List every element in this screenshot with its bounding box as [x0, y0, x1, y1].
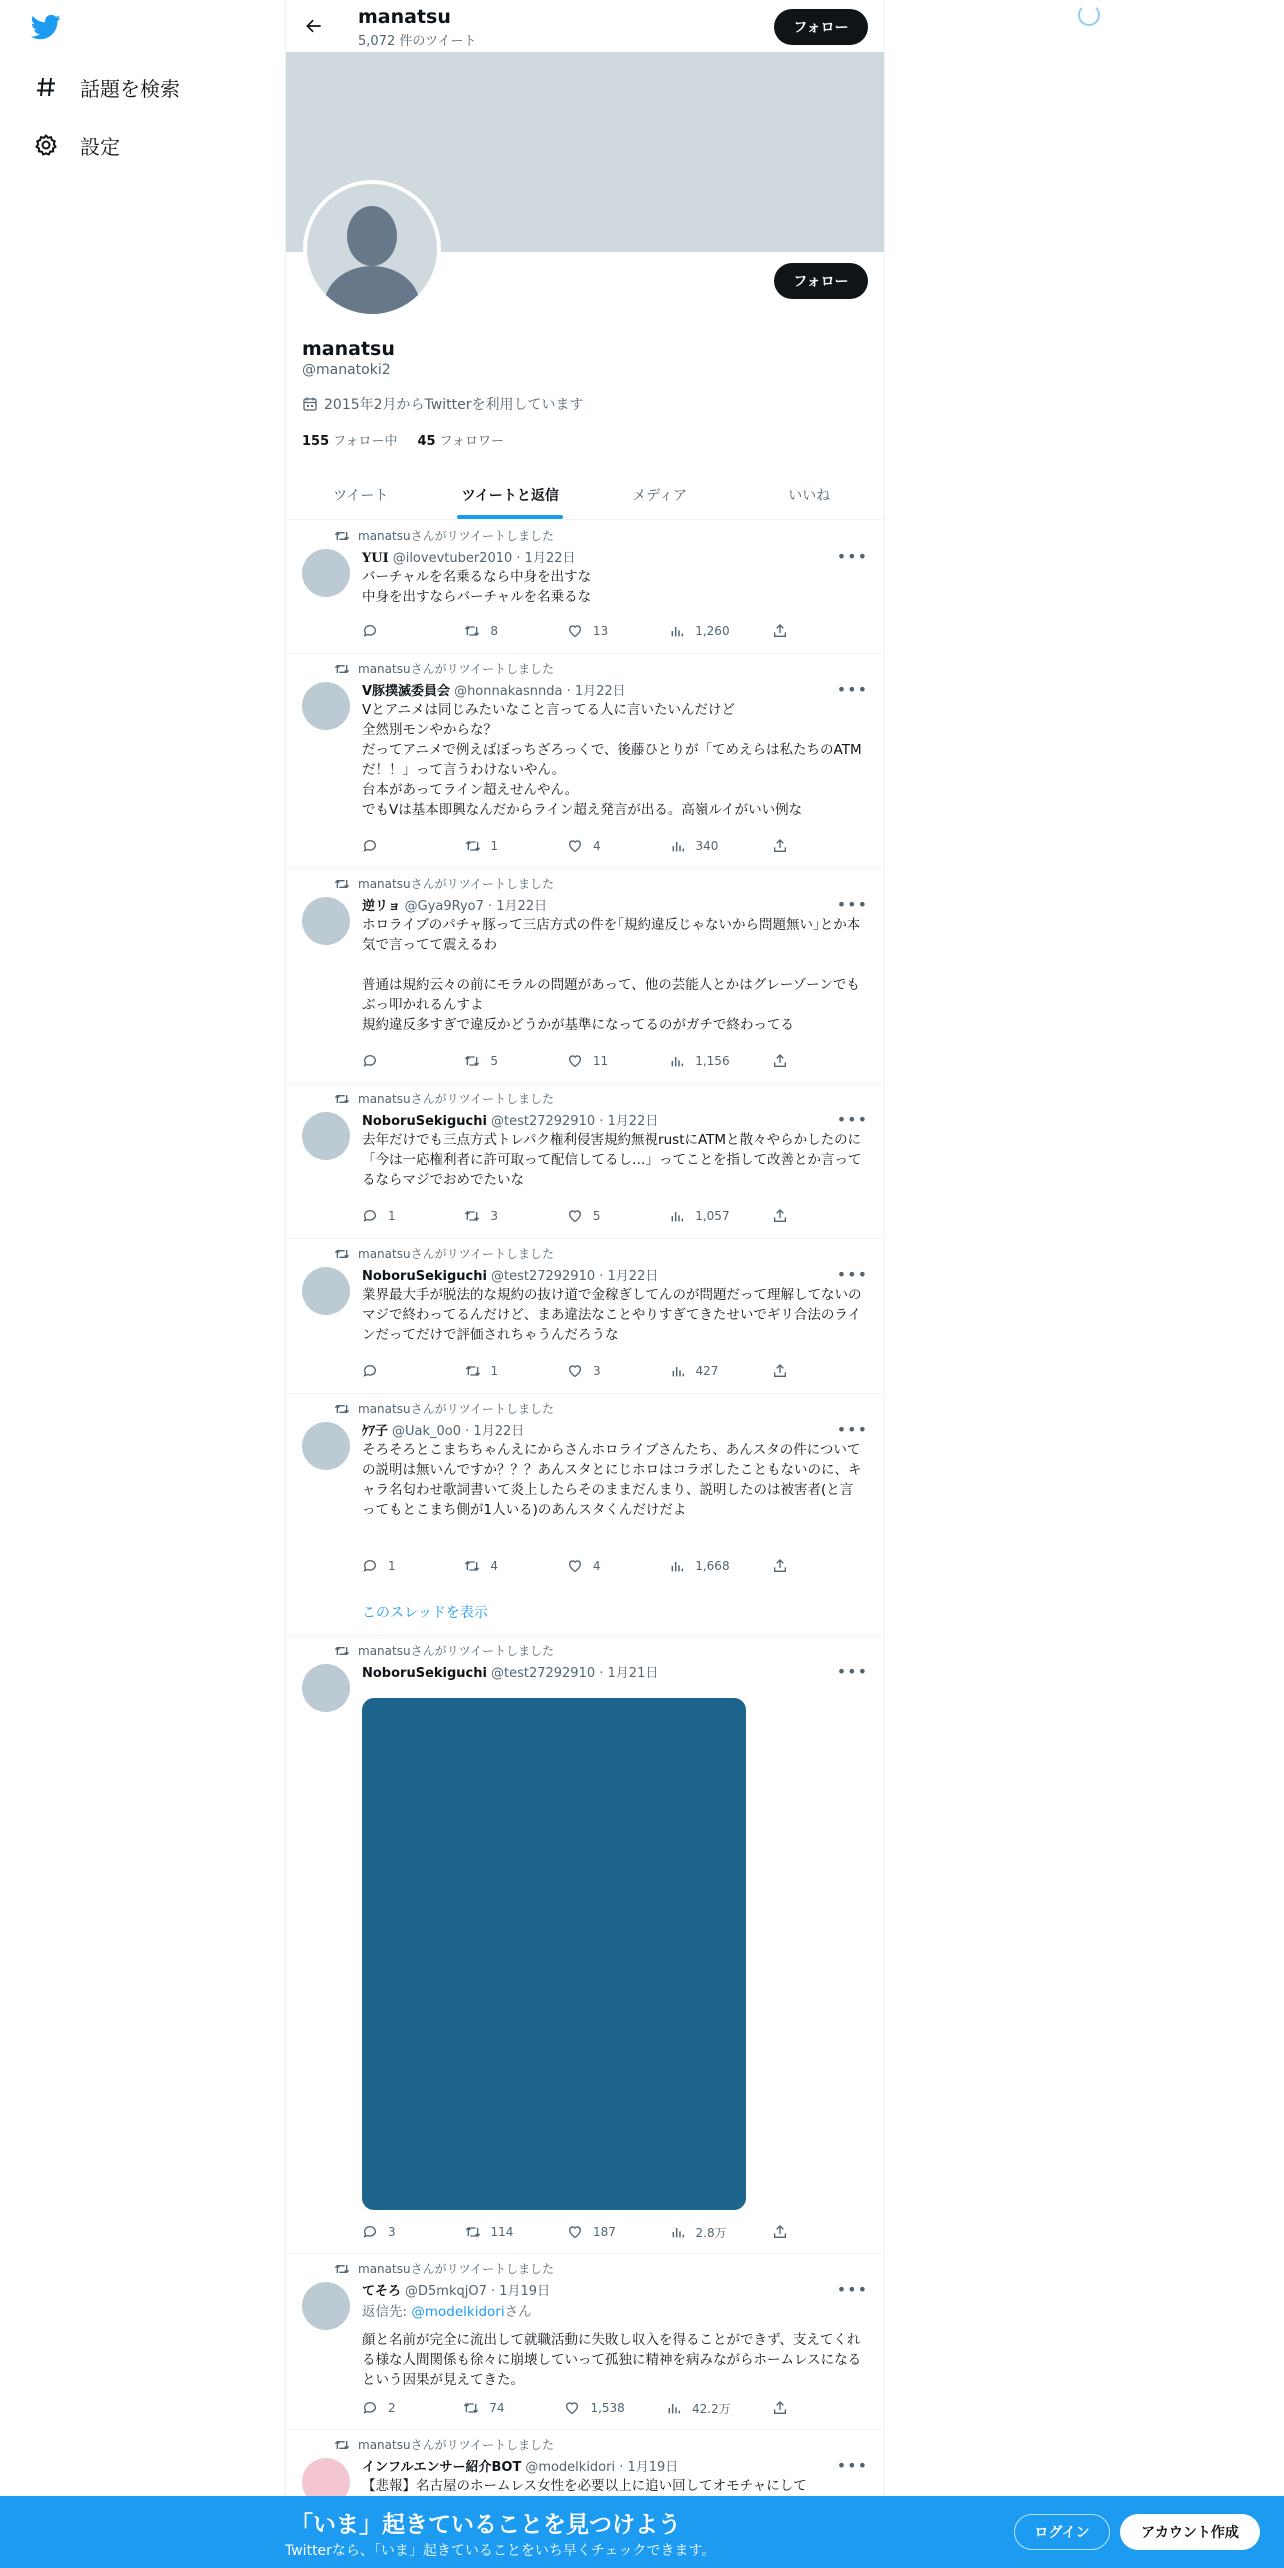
tweet-header	[362, 2456, 678, 2475]
tweet-text: 業界最大手が脱法的な規約の抜け道で金稼ぎしてんのが問題だって理解してないのマジで終わってるんだけど、まあ違法なことやりすぎてきたせいでギリ合法のラインだってだけで評価されちゃうんだろうな	[362, 1287, 862, 1343]
retweet-count: 3	[490, 1209, 499, 1223]
tweet[interactable]	[286, 2254, 884, 2430]
more-options-icon[interactable]: •••	[836, 2280, 868, 2299]
tweet-actions	[362, 1556, 792, 1576]
views-chart-icon	[669, 1208, 685, 1224]
views-button[interactable]	[669, 621, 729, 641]
tab-tweets[interactable]: ツイート	[333, 487, 389, 504]
retweet-indicator	[334, 2260, 554, 2277]
retweet-label: manatsuさんがリツイートしました	[358, 1402, 554, 1416]
retweet-count: 74	[489, 2401, 505, 2415]
calendar-icon	[302, 396, 318, 412]
like-button[interactable]	[567, 1361, 627, 1381]
profile-name: manatsu	[302, 338, 395, 360]
heart-icon	[564, 2400, 580, 2416]
like-count: 11	[592, 1054, 609, 1068]
joined-text: 2015年2月からTwitterを利用しています	[324, 397, 584, 413]
reply-count: 1	[388, 1559, 396, 1573]
share-button[interactable]	[772, 1051, 792, 1071]
views-button[interactable]	[670, 2222, 730, 2242]
heart-icon	[567, 2224, 583, 2240]
tweet-author-handle[interactable]: @D5mkqjO7	[405, 2284, 487, 2299]
retweet-icon	[334, 1644, 350, 1658]
views-chart-icon	[666, 2400, 682, 2416]
tweet-actions	[362, 1361, 792, 1381]
header-profile-name: manatsu	[358, 6, 451, 28]
more-options-icon[interactable]: •••	[836, 547, 868, 566]
retweet-label: manatsuさんがリツイートしました	[358, 877, 554, 891]
reply-to-link[interactable]: @modelkidori	[411, 2304, 505, 2320]
tweet-header	[362, 2280, 550, 2299]
twitter-bird-icon[interactable]	[30, 12, 66, 44]
views-button[interactable]	[669, 1206, 729, 1226]
tweet[interactable]	[286, 521, 884, 654]
retweet-icon	[334, 1092, 350, 1106]
tweet-author-name[interactable]: ｹｱ子	[362, 1424, 389, 1439]
retweet-icon	[334, 662, 350, 676]
retweet-icon	[334, 529, 350, 543]
retweet-indicator	[334, 1090, 554, 1107]
tweet-author-handle[interactable]: @test27292910	[490, 1114, 596, 1129]
share-button[interactable]	[772, 1361, 792, 1381]
views-chart-icon	[669, 623, 685, 639]
tweet-date[interactable]: · 1月19日	[491, 2284, 551, 2299]
retweet-label: manatsuさんがリツイートしました	[358, 1092, 554, 1106]
reply-button[interactable]	[362, 2398, 422, 2418]
heart-icon	[567, 1363, 583, 1379]
tweet-author-name[interactable]: インフルエンサー紹介BOT	[362, 2460, 522, 2475]
like-button[interactable]	[564, 2398, 624, 2418]
tweet-text: そろそろとこまちちゃんえにからさんホロライブさんたち、あんスタの件についての説明は無いんですか？？？あんスタとにじホロはコラボしたこともないのに、キャラ名匂わせ歌詞書いて炎上したらそのままだんまり、説明したのは被害者(と言ってもとこまち側が1人いる)のあんスタくんだけだよ	[362, 1442, 862, 1518]
retweet-icon	[464, 1558, 480, 1574]
avatar[interactable]	[302, 549, 350, 597]
heart-icon	[567, 1208, 583, 1224]
tweet-author-handle[interactable]: @ilovevtuber2010	[392, 551, 513, 566]
retweet-icon	[334, 2438, 350, 2452]
tweet-actions	[362, 621, 792, 641]
tweet-author-name[interactable]: V豚撲滅委員会	[362, 684, 451, 699]
views-chart-icon	[670, 1363, 686, 1379]
reply-icon	[362, 1558, 378, 1574]
tweet[interactable]	[286, 654, 884, 869]
tweet-header	[362, 1662, 658, 1681]
like-button[interactable]	[567, 621, 627, 641]
share-button[interactable]	[772, 1206, 792, 1226]
share-icon	[772, 623, 788, 639]
retweet-count: 8	[490, 624, 499, 638]
like-button[interactable]	[567, 1206, 627, 1226]
retweet-indicator	[334, 527, 554, 544]
share-icon	[772, 1363, 788, 1379]
reply-icon	[362, 1053, 378, 1069]
reply-icon	[362, 1363, 378, 1379]
share-button[interactable]	[772, 2398, 792, 2418]
tweet-author-handle[interactable]: @modelkidori	[525, 2460, 616, 2475]
retweet-icon	[465, 2224, 481, 2240]
tweet-date[interactable]: · 1月22日	[599, 1114, 659, 1129]
retweet-icon	[334, 2262, 350, 2276]
signup-prompt-bar	[0, 2496, 1284, 2568]
back-arrow-icon[interactable]	[300, 12, 328, 40]
retweet-icon	[463, 2400, 479, 2416]
profile-follow-button[interactable]: フォロー	[774, 263, 868, 299]
retweet-icon	[334, 877, 350, 891]
following-link[interactable]: 155 フォロー中	[302, 434, 398, 449]
reply-icon	[362, 623, 378, 639]
tweet-author-name[interactable]: NoboruSekiguchi	[362, 1269, 487, 1284]
tweet-text: ホロライブのパチャ豚って三店方式の件を｢規約違反じゃないから問題無い｣とか本気で言ってて震えるわ 普通は規約云々の前にモラルの問題があって、他の芸能人とかはグレーゾーンでもぶっ叩かれるんすよ 規約違反多すぎで違反かどうかが基準になってるのがガチで終わってる	[362, 917, 861, 1033]
avatar[interactable]	[302, 1422, 350, 1470]
tweet-author-name[interactable]: 逆リョ	[362, 899, 401, 914]
retweet-indicator	[334, 1400, 554, 1417]
like-count: 1,538	[590, 2401, 625, 2415]
retweet-count: 5	[490, 1054, 499, 1068]
like-count: 3	[593, 1364, 601, 1378]
views-count: 1,057	[695, 1209, 730, 1223]
retweet-indicator	[334, 1642, 554, 1659]
header-tweet-count: 5,072 件のツイート	[358, 34, 477, 49]
tweet-date[interactable]: · 1月19日	[619, 2460, 679, 2475]
tab-media[interactable]: メディア	[632, 487, 688, 504]
share-icon	[772, 2400, 788, 2416]
tweet-text: Vとアニメは同じみたいなこと言ってる人に言いたいんだけど 全然別モンやからな？ だってアニメで例えばぼっちざろっくで、後藤ひとりが「てめえらは私たちのATMだ！！」って言うわけないやん。 台本があってライン超えせんやん。 でもVは基本即興なんだからライン超え発言が出る。高嶺ルイがいい例な	[362, 702, 862, 818]
gear-icon	[32, 131, 60, 159]
sidebar-item-label: 話題を検索	[80, 76, 180, 101]
views-chart-icon	[670, 838, 686, 854]
tab-tweets-and-replies[interactable]: ツイートと返信	[436, 470, 586, 519]
tweet[interactable]	[286, 1084, 884, 1239]
retweet-label: manatsuさんがリツイートしました	[358, 1644, 554, 1658]
tweet-date[interactable]: · 1月22日	[516, 551, 576, 566]
views-button[interactable]	[669, 1051, 729, 1071]
sidebar-item-label: 設定	[80, 134, 120, 159]
avatar[interactable]	[302, 897, 350, 945]
views-button[interactable]	[669, 1556, 729, 1576]
share-button[interactable]	[772, 621, 792, 641]
tweet-media-image[interactable]	[362, 1698, 746, 2210]
avatar[interactable]	[302, 1664, 350, 1712]
retweet-icon	[465, 1363, 481, 1379]
more-options-icon[interactable]: •••	[836, 680, 868, 699]
tweet-date[interactable]: · 1月21日	[599, 1666, 659, 1681]
sidebar-item-settings[interactable]	[32, 125, 120, 165]
retweet-label: manatsuさんがリツイートしました	[358, 529, 554, 543]
tweet-date[interactable]: · 1月22日	[599, 1269, 659, 1284]
avatar[interactable]	[302, 2282, 350, 2330]
retweet-label: manatsuさんがリツイートしました	[358, 2438, 554, 2452]
retweet-count: 1	[490, 1364, 499, 1378]
tweet-actions	[362, 2398, 792, 2418]
tweet[interactable]	[286, 869, 884, 1084]
tweet-author-handle[interactable]: @Uak_0o0	[392, 1424, 462, 1439]
reply-icon	[362, 2400, 378, 2416]
tweet-header	[362, 1110, 658, 1129]
reply-button[interactable]	[362, 621, 422, 641]
signup-prompt-subtitle: Twitterなら、「いま」起きていることをいち早くチェックできます。	[285, 2543, 716, 2559]
reply-button[interactable]	[362, 1051, 422, 1071]
retweet-label: manatsuさんがリツイートしました	[358, 662, 554, 676]
reply-button[interactable]	[362, 836, 422, 856]
reply-button[interactable]	[362, 1206, 422, 1226]
tweet[interactable]	[286, 1394, 884, 1636]
share-icon	[772, 1053, 788, 1069]
tweet-author-name[interactable]: NoboruSekiguchi	[362, 1114, 487, 1129]
heart-icon	[567, 1053, 583, 1069]
hashtag-icon	[32, 73, 60, 101]
like-button[interactable]	[567, 1556, 627, 1576]
reply-count: 1	[388, 1209, 396, 1223]
follow-stats	[302, 430, 504, 449]
retweet-button[interactable]	[464, 1206, 524, 1226]
avatar[interactable]	[302, 1112, 350, 1160]
signup-prompt-title: 「いま」起きていることを見つけよう	[290, 2512, 681, 2538]
share-icon	[772, 1558, 788, 1574]
tweet-actions	[362, 836, 792, 856]
retweet-button[interactable]	[464, 1556, 524, 1576]
reply-icon	[362, 838, 378, 854]
views-button[interactable]	[666, 2398, 731, 2418]
retweet-icon	[464, 623, 480, 639]
tweet-author-name[interactable]: NoboruSekiguchi	[362, 1666, 487, 1681]
retweet-button[interactable]	[464, 621, 524, 641]
tweet-author-handle[interactable]: @test27292910	[490, 1666, 596, 1681]
profile-handle: @manatoki2	[302, 362, 391, 378]
like-count: 5	[592, 1209, 601, 1223]
share-icon	[772, 838, 788, 854]
retweet-indicator	[334, 1245, 554, 1262]
tweet-text: 【悲報】名古屋のホームレス女性を必要以上に追い回してオモチャにして	[362, 2478, 807, 2494]
reply-button[interactable]	[362, 1556, 422, 1576]
like-button[interactable]	[567, 2222, 627, 2242]
login-button[interactable]: ログイン	[1014, 2514, 1110, 2550]
signup-button[interactable]: アカウント作成	[1120, 2514, 1260, 2550]
like-button[interactable]	[567, 1051, 627, 1071]
more-options-icon[interactable]: •••	[836, 1420, 868, 1439]
profile-tabs	[286, 470, 884, 520]
heart-icon	[567, 1558, 583, 1574]
retweet-label: manatsuさんがリツイートしました	[358, 1247, 554, 1261]
heart-icon	[567, 838, 583, 854]
tweet-author-handle[interactable]: @test27292910	[490, 1269, 596, 1284]
header-follow-button[interactable]: フォロー	[774, 9, 868, 45]
tweet-actions	[362, 1206, 792, 1226]
views-chart-icon	[669, 1558, 685, 1574]
reply-count: 2	[388, 2401, 396, 2415]
retweet-count: 114	[490, 2225, 514, 2239]
heart-icon	[567, 623, 583, 639]
views-count: 1,668	[695, 1559, 730, 1573]
show-thread-link[interactable]: このスレッドを表示	[362, 1605, 488, 1621]
more-options-icon[interactable]: •••	[836, 895, 868, 914]
more-options-icon[interactable]: •••	[836, 1110, 868, 1129]
share-button[interactable]	[772, 1556, 792, 1576]
tweet-author-name[interactable]: てそろ	[362, 2284, 402, 2299]
share-button[interactable]	[772, 836, 792, 856]
like-count: 187	[593, 2225, 616, 2239]
retweet-label: manatsuさんがリツイートしました	[358, 2262, 554, 2276]
retweet-count: 1	[490, 839, 499, 853]
loading-spinner-icon	[1078, 4, 1100, 26]
share-icon	[772, 2224, 788, 2240]
like-count: 13	[592, 624, 609, 638]
main-column	[285, 0, 885, 2568]
tweet-header	[362, 680, 626, 699]
views-count: 340	[695, 839, 719, 853]
retweet-button[interactable]	[463, 2398, 523, 2418]
avatar[interactable]	[302, 682, 350, 730]
views-chart-icon	[669, 1053, 685, 1069]
more-options-icon[interactable]: •••	[836, 2456, 868, 2475]
tweet-text: バーチャルを名乗るなら中身を出すな 中身を出すならバーチャルを名乗るな	[362, 569, 592, 605]
tweet-actions	[362, 1051, 792, 1071]
tweet-author-handle[interactable]: @honnakasnnda	[454, 684, 563, 699]
profile-avatar[interactable]	[303, 180, 441, 318]
retweet-icon	[464, 1053, 480, 1069]
retweet-indicator	[334, 660, 554, 677]
retweet-button[interactable]	[464, 1051, 524, 1071]
retweet-icon	[464, 1208, 480, 1224]
retweet-icon	[334, 1402, 350, 1416]
sidebar-item-explore[interactable]	[32, 67, 180, 107]
like-button[interactable]	[567, 836, 627, 856]
tweet-date[interactable]: · 1月22日	[465, 1424, 525, 1439]
more-options-icon[interactable]: •••	[836, 1265, 868, 1284]
like-count: 4	[592, 1559, 601, 1573]
views-count: 1,260	[695, 624, 730, 638]
avatar[interactable]	[302, 1267, 350, 1315]
views-button[interactable]	[670, 1361, 730, 1381]
reply-icon	[362, 2224, 378, 2240]
tweet-author-handle[interactable]: @Gya9Ryo7	[404, 899, 484, 914]
like-count: 4	[593, 839, 601, 853]
retweet-indicator	[334, 875, 554, 892]
tweet-date[interactable]: · 1月22日	[566, 684, 626, 699]
share-button[interactable]	[772, 2222, 792, 2242]
views-count: 427	[695, 1364, 719, 1378]
retweet-indicator	[334, 2436, 554, 2453]
profile-joined	[302, 394, 583, 414]
reply-count: 3	[388, 2225, 396, 2239]
retweet-button[interactable]	[465, 2222, 525, 2242]
retweet-icon	[334, 1247, 350, 1261]
retweet-button[interactable]	[465, 1361, 525, 1381]
tab-likes[interactable]: いいね	[788, 487, 831, 504]
tweet[interactable]	[286, 1636, 884, 2254]
views-button[interactable]	[670, 836, 730, 856]
reply-button[interactable]	[362, 1361, 422, 1381]
more-options-icon[interactable]: •••	[836, 1662, 868, 1681]
retweet-count: 4	[490, 1559, 499, 1573]
tweet-text: 顔と名前が完全に流出して就職活動に失敗し収入を得ることができず、支えてくれる様な人間関係も徐々に崩壊していって孤独に精神を病みながらホームレスになるという因果が見えてきた。	[362, 2332, 862, 2388]
tweet-header	[362, 547, 576, 566]
views-chart-icon	[670, 2224, 686, 2240]
views-count: 2.8万	[695, 2225, 727, 2240]
views-count: 42.2万	[692, 2401, 731, 2416]
tweet-actions	[362, 2222, 792, 2242]
reply-button[interactable]	[362, 2222, 422, 2242]
tweet-text: 去年だけでも三点方式トレパク権利侵害規約無視rustにATMと散々やらかしたのに「今は一応権利者に許可取って配信してるし…」ってことを指して改善とか言ってるならマジでおめでたいな	[362, 1132, 862, 1188]
profile-header-bar	[286, 0, 884, 52]
retweet-icon	[465, 838, 481, 854]
views-count: 1,156	[695, 1054, 730, 1068]
reply-to-line: 返信先: @modelkidoriさん	[362, 2304, 532, 2320]
followers-link[interactable]: 45 フォロワー	[417, 434, 504, 449]
tweet-header	[362, 1420, 524, 1439]
tweet-header	[362, 1265, 658, 1284]
retweet-button[interactable]	[465, 836, 525, 856]
share-icon	[772, 1208, 788, 1224]
tweet-author-name[interactable]: 𝐘𝐔𝐈	[362, 551, 389, 566]
tweet[interactable]	[286, 1239, 884, 1394]
tweet-date[interactable]: · 1月22日	[488, 899, 548, 914]
reply-icon	[362, 1208, 378, 1224]
tweet-header	[362, 895, 547, 914]
